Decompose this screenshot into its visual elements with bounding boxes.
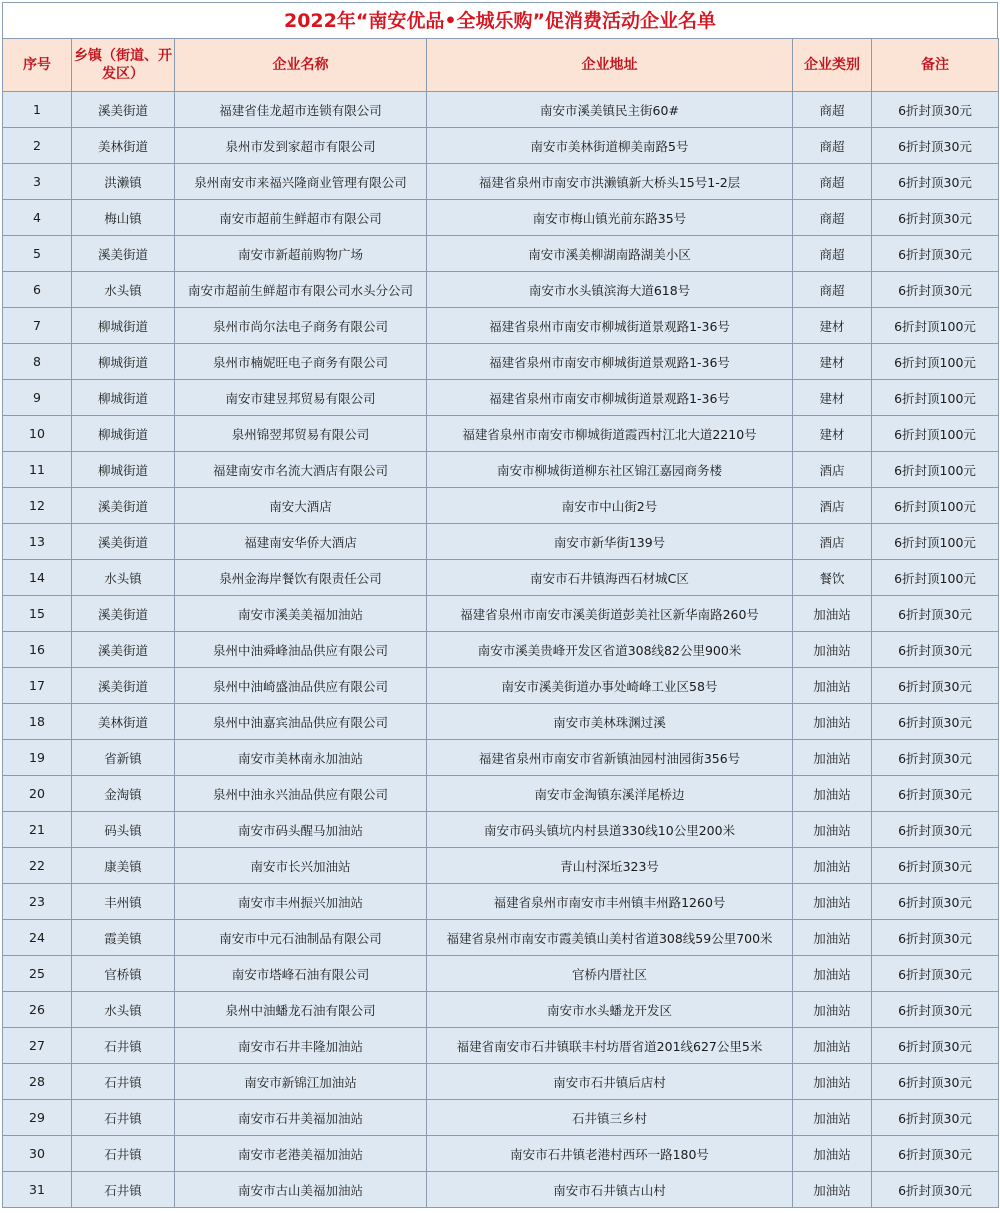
cell-index: 28 bbox=[3, 1064, 72, 1100]
cell-category: 加油站 bbox=[793, 1100, 872, 1136]
cell-company: 南安市超前生鲜超市有限公司水头分公司 bbox=[175, 272, 427, 308]
cell-address: 福建省南安市石井镇联丰村坊厝省道201线627公里5米 bbox=[427, 1028, 793, 1064]
cell-index: 23 bbox=[3, 884, 72, 920]
cell-index: 11 bbox=[3, 452, 72, 488]
cell-address: 南安市中山街2号 bbox=[427, 488, 793, 524]
cell-company: 南安市塔峰石油有限公司 bbox=[175, 956, 427, 992]
cell-index: 30 bbox=[3, 1136, 72, 1172]
cell-address: 福建省泉州市南安市柳城街道景观路1-36号 bbox=[427, 308, 793, 344]
cell-town: 柳城街道 bbox=[72, 452, 175, 488]
table-row bbox=[3, 200, 999, 236]
cell-index: 14 bbox=[3, 560, 72, 596]
cell-category: 建材 bbox=[793, 416, 872, 452]
cell-address: 南安市石井镇老港村西环一路180号 bbox=[427, 1136, 793, 1172]
cell-company: 南安市超前生鲜超市有限公司 bbox=[175, 200, 427, 236]
header-address: 企业地址 bbox=[427, 39, 793, 92]
spreadsheet bbox=[2, 2, 998, 1208]
header-category: 企业类别 bbox=[793, 39, 872, 92]
cell-category: 加油站 bbox=[793, 920, 872, 956]
table-body bbox=[3, 92, 999, 1208]
cell-remark: 6折封顶30元 bbox=[872, 92, 999, 128]
cell-address: 南安市溪美柳湖南路湖美小区 bbox=[427, 236, 793, 272]
cell-town: 康美镇 bbox=[72, 848, 175, 884]
cell-town: 官桥镇 bbox=[72, 956, 175, 992]
cell-town: 溪美街道 bbox=[72, 236, 175, 272]
cell-town: 溪美街道 bbox=[72, 596, 175, 632]
cell-category: 加油站 bbox=[793, 812, 872, 848]
cell-remark: 6折封顶30元 bbox=[872, 1064, 999, 1100]
enterprise-table bbox=[2, 38, 999, 1208]
cell-address: 南安市码头镇坑内村县道330线10公里200米 bbox=[427, 812, 793, 848]
cell-address: 南安市水头蟠龙开发区 bbox=[427, 992, 793, 1028]
cell-remark: 6折封顶30元 bbox=[872, 668, 999, 704]
table-row bbox=[3, 596, 999, 632]
cell-company: 泉州中油嘉宾油品供应有限公司 bbox=[175, 704, 427, 740]
cell-remark: 6折封顶30元 bbox=[872, 1172, 999, 1208]
cell-company: 泉州中油永兴油品供应有限公司 bbox=[175, 776, 427, 812]
cell-index: 26 bbox=[3, 992, 72, 1028]
sheet-title: 2022年“南安优品•全城乐购”促消费活动企业名单 bbox=[2, 2, 998, 38]
cell-index: 7 bbox=[3, 308, 72, 344]
cell-index: 8 bbox=[3, 344, 72, 380]
cell-index: 29 bbox=[3, 1100, 72, 1136]
cell-remark: 6折封顶30元 bbox=[872, 812, 999, 848]
cell-town: 石井镇 bbox=[72, 1100, 175, 1136]
cell-index: 1 bbox=[3, 92, 72, 128]
cell-address: 南安市水头镇滨海大道618号 bbox=[427, 272, 793, 308]
cell-category: 加油站 bbox=[793, 848, 872, 884]
cell-town: 柳城街道 bbox=[72, 344, 175, 380]
cell-address: 福建省泉州市南安市洪濑镇新大桥头15号1-2层 bbox=[427, 164, 793, 200]
cell-company: 南安市码头醒马加油站 bbox=[175, 812, 427, 848]
table-row bbox=[3, 416, 999, 452]
cell-town: 溪美街道 bbox=[72, 524, 175, 560]
cell-category: 酒店 bbox=[793, 452, 872, 488]
cell-town: 石井镇 bbox=[72, 1136, 175, 1172]
cell-town: 溪美街道 bbox=[72, 92, 175, 128]
cell-town: 水头镇 bbox=[72, 560, 175, 596]
cell-remark: 6折封顶100元 bbox=[872, 416, 999, 452]
cell-address: 福建省泉州市南安市省新镇油园村油园街356号 bbox=[427, 740, 793, 776]
cell-remark: 6折封顶100元 bbox=[872, 308, 999, 344]
cell-category: 商超 bbox=[793, 128, 872, 164]
cell-index: 6 bbox=[3, 272, 72, 308]
cell-remark: 6折封顶30元 bbox=[872, 1028, 999, 1064]
cell-company: 泉州市尚尔法电子商务有限公司 bbox=[175, 308, 427, 344]
cell-company: 南安市中元石油制品有限公司 bbox=[175, 920, 427, 956]
cell-category: 商超 bbox=[793, 92, 872, 128]
cell-index: 21 bbox=[3, 812, 72, 848]
cell-address: 福建省泉州市南安市柳城街道景观路1-36号 bbox=[427, 380, 793, 416]
table-row bbox=[3, 128, 999, 164]
cell-town: 柳城街道 bbox=[72, 308, 175, 344]
cell-category: 加油站 bbox=[793, 704, 872, 740]
table-row bbox=[3, 1136, 999, 1172]
cell-town: 省新镇 bbox=[72, 740, 175, 776]
cell-company: 泉州南安市来福兴隆商业管理有限公司 bbox=[175, 164, 427, 200]
cell-address: 南安市柳城街道柳东社区锦江嘉园商务楼 bbox=[427, 452, 793, 488]
table-row bbox=[3, 632, 999, 668]
cell-town: 溪美街道 bbox=[72, 668, 175, 704]
cell-index: 18 bbox=[3, 704, 72, 740]
cell-remark: 6折封顶100元 bbox=[872, 488, 999, 524]
cell-index: 25 bbox=[3, 956, 72, 992]
table-row bbox=[3, 920, 999, 956]
cell-remark: 6折封顶30元 bbox=[872, 128, 999, 164]
cell-category: 加油站 bbox=[793, 740, 872, 776]
cell-remark: 6折封顶30元 bbox=[872, 740, 999, 776]
cell-town: 石井镇 bbox=[72, 1172, 175, 1208]
cell-remark: 6折封顶100元 bbox=[872, 380, 999, 416]
cell-address: 南安市美林珠渊过溪 bbox=[427, 704, 793, 740]
table-row bbox=[3, 1100, 999, 1136]
cell-index: 20 bbox=[3, 776, 72, 812]
cell-category: 建材 bbox=[793, 344, 872, 380]
cell-category: 加油站 bbox=[793, 956, 872, 992]
table-row bbox=[3, 812, 999, 848]
cell-company: 福建南安华侨大酒店 bbox=[175, 524, 427, 560]
cell-remark: 6折封顶30元 bbox=[872, 704, 999, 740]
table-row bbox=[3, 272, 999, 308]
cell-remark: 6折封顶30元 bbox=[872, 848, 999, 884]
cell-town: 丰州镇 bbox=[72, 884, 175, 920]
table-row bbox=[3, 848, 999, 884]
cell-address: 福建省泉州市南安市柳城街道景观路1-36号 bbox=[427, 344, 793, 380]
cell-address: 南安市溪美贵峰开发区省道308线82公里900米 bbox=[427, 632, 793, 668]
cell-category: 商超 bbox=[793, 236, 872, 272]
table-row bbox=[3, 1028, 999, 1064]
cell-town: 溪美街道 bbox=[72, 488, 175, 524]
cell-remark: 6折封顶100元 bbox=[872, 524, 999, 560]
cell-company: 南安市石井美福加油站 bbox=[175, 1100, 427, 1136]
cell-category: 建材 bbox=[793, 308, 872, 344]
cell-remark: 6折封顶30元 bbox=[872, 1100, 999, 1136]
cell-index: 16 bbox=[3, 632, 72, 668]
cell-town: 石井镇 bbox=[72, 1064, 175, 1100]
cell-company: 南安大酒店 bbox=[175, 488, 427, 524]
table-row bbox=[3, 524, 999, 560]
cell-address: 南安市石井镇海西石材城C区 bbox=[427, 560, 793, 596]
cell-category: 商超 bbox=[793, 200, 872, 236]
cell-town: 水头镇 bbox=[72, 992, 175, 1028]
table-row bbox=[3, 956, 999, 992]
table-row bbox=[3, 704, 999, 740]
cell-remark: 6折封顶30元 bbox=[872, 776, 999, 812]
cell-address: 南安市梅山镇光前东路35号 bbox=[427, 200, 793, 236]
cell-address: 福建省泉州市南安市溪美街道彭美社区新华南路260号 bbox=[427, 596, 793, 632]
cell-company: 南安市美林南永加油站 bbox=[175, 740, 427, 776]
cell-index: 22 bbox=[3, 848, 72, 884]
table-row bbox=[3, 560, 999, 596]
cell-remark: 6折封顶100元 bbox=[872, 560, 999, 596]
cell-remark: 6折封顶30元 bbox=[872, 236, 999, 272]
cell-remark: 6折封顶30元 bbox=[872, 884, 999, 920]
cell-index: 31 bbox=[3, 1172, 72, 1208]
cell-index: 27 bbox=[3, 1028, 72, 1064]
cell-remark: 6折封顶30元 bbox=[872, 164, 999, 200]
header-row bbox=[3, 39, 999, 92]
cell-category: 加油站 bbox=[793, 776, 872, 812]
cell-index: 5 bbox=[3, 236, 72, 272]
cell-town: 柳城街道 bbox=[72, 416, 175, 452]
header-remark: 备注 bbox=[872, 39, 999, 92]
cell-address: 南安市石井镇后店村 bbox=[427, 1064, 793, 1100]
table-row bbox=[3, 92, 999, 128]
cell-category: 加油站 bbox=[793, 992, 872, 1028]
cell-index: 9 bbox=[3, 380, 72, 416]
cell-remark: 6折封顶30元 bbox=[872, 596, 999, 632]
cell-address: 石井镇三乡村 bbox=[427, 1100, 793, 1136]
cell-address: 南安市溪美镇民主街60# bbox=[427, 92, 793, 128]
cell-address: 南安市美林街道柳美南路5号 bbox=[427, 128, 793, 164]
cell-company: 泉州锦翌邦贸易有限公司 bbox=[175, 416, 427, 452]
cell-company: 南安市溪美美福加油站 bbox=[175, 596, 427, 632]
cell-company: 南安市丰州振兴加油站 bbox=[175, 884, 427, 920]
cell-category: 加油站 bbox=[793, 884, 872, 920]
cell-category: 建材 bbox=[793, 380, 872, 416]
cell-index: 13 bbox=[3, 524, 72, 560]
cell-category: 加油站 bbox=[793, 1136, 872, 1172]
cell-category: 加油站 bbox=[793, 1064, 872, 1100]
header-index: 序号 bbox=[3, 39, 72, 92]
cell-town: 梅山镇 bbox=[72, 200, 175, 236]
cell-company: 福建省佳龙超市连锁有限公司 bbox=[175, 92, 427, 128]
cell-town: 溪美街道 bbox=[72, 632, 175, 668]
cell-category: 加油站 bbox=[793, 596, 872, 632]
cell-category: 商超 bbox=[793, 164, 872, 200]
cell-index: 4 bbox=[3, 200, 72, 236]
table-row bbox=[3, 380, 999, 416]
cell-town: 洪濑镇 bbox=[72, 164, 175, 200]
cell-town: 水头镇 bbox=[72, 272, 175, 308]
cell-index: 2 bbox=[3, 128, 72, 164]
cell-remark: 6折封顶30元 bbox=[872, 272, 999, 308]
table-row bbox=[3, 1172, 999, 1208]
table-row bbox=[3, 884, 999, 920]
cell-category: 酒店 bbox=[793, 524, 872, 560]
cell-town: 码头镇 bbox=[72, 812, 175, 848]
cell-company: 南安市建昱邦贸易有限公司 bbox=[175, 380, 427, 416]
cell-remark: 6折封顶30元 bbox=[872, 200, 999, 236]
cell-company: 泉州中油舜峰油品供应有限公司 bbox=[175, 632, 427, 668]
cell-company: 泉州市楠妮旺电子商务有限公司 bbox=[175, 344, 427, 380]
cell-category: 酒店 bbox=[793, 488, 872, 524]
cell-company: 泉州金海岸餐饮有限责任公司 bbox=[175, 560, 427, 596]
table-row bbox=[3, 776, 999, 812]
cell-town: 美林街道 bbox=[72, 704, 175, 740]
cell-company: 南安市新锦江加油站 bbox=[175, 1064, 427, 1100]
cell-index: 19 bbox=[3, 740, 72, 776]
cell-remark: 6折封顶30元 bbox=[872, 632, 999, 668]
cell-index: 12 bbox=[3, 488, 72, 524]
cell-category: 餐饮 bbox=[793, 560, 872, 596]
cell-index: 17 bbox=[3, 668, 72, 704]
cell-category: 加油站 bbox=[793, 668, 872, 704]
cell-remark: 6折封顶30元 bbox=[872, 992, 999, 1028]
table-row bbox=[3, 992, 999, 1028]
table-row bbox=[3, 452, 999, 488]
cell-company: 福建南安市名流大酒店有限公司 bbox=[175, 452, 427, 488]
table-row bbox=[3, 164, 999, 200]
cell-index: 24 bbox=[3, 920, 72, 956]
cell-remark: 6折封顶30元 bbox=[872, 1136, 999, 1172]
cell-company: 南安市石井丰隆加油站 bbox=[175, 1028, 427, 1064]
cell-category: 加油站 bbox=[793, 632, 872, 668]
cell-address: 福建省泉州市南安市丰州镇丰州路1260号 bbox=[427, 884, 793, 920]
cell-category: 加油站 bbox=[793, 1172, 872, 1208]
cell-town: 金淘镇 bbox=[72, 776, 175, 812]
cell-address: 官桥内厝社区 bbox=[427, 956, 793, 992]
cell-address: 福建省泉州市南安市柳城街道霞西村江北大道2210号 bbox=[427, 416, 793, 452]
cell-address: 青山村深坵323号 bbox=[427, 848, 793, 884]
cell-town: 霞美镇 bbox=[72, 920, 175, 956]
table-row bbox=[3, 308, 999, 344]
cell-town: 柳城街道 bbox=[72, 380, 175, 416]
cell-company: 南安市长兴加油站 bbox=[175, 848, 427, 884]
table-row bbox=[3, 236, 999, 272]
cell-company: 泉州中油崎盛油品供应有限公司 bbox=[175, 668, 427, 704]
cell-town: 石井镇 bbox=[72, 1028, 175, 1064]
cell-company: 南安市老港美福加油站 bbox=[175, 1136, 427, 1172]
cell-index: 10 bbox=[3, 416, 72, 452]
table-row bbox=[3, 1064, 999, 1100]
cell-category: 加油站 bbox=[793, 1028, 872, 1064]
cell-address: 南安市新华街139号 bbox=[427, 524, 793, 560]
table-row bbox=[3, 740, 999, 776]
cell-company: 泉州市发到家超市有限公司 bbox=[175, 128, 427, 164]
table-row bbox=[3, 488, 999, 524]
cell-remark: 6折封顶100元 bbox=[872, 344, 999, 380]
table-row bbox=[3, 344, 999, 380]
cell-town: 美林街道 bbox=[72, 128, 175, 164]
cell-index: 15 bbox=[3, 596, 72, 632]
cell-company: 南安市古山美福加油站 bbox=[175, 1172, 427, 1208]
cell-address: 福建省泉州市南安市霞美镇山美村省道308线59公里700米 bbox=[427, 920, 793, 956]
header-town: 乡镇（街道、开发区） bbox=[72, 39, 175, 92]
table-row bbox=[3, 668, 999, 704]
cell-remark: 6折封顶100元 bbox=[872, 452, 999, 488]
cell-remark: 6折封顶30元 bbox=[872, 956, 999, 992]
cell-address: 南安市石井镇古山村 bbox=[427, 1172, 793, 1208]
cell-address: 南安市溪美街道办事处崎峰工业区58号 bbox=[427, 668, 793, 704]
cell-remark: 6折封顶30元 bbox=[872, 920, 999, 956]
cell-address: 南安市金淘镇东溪洋尾桥边 bbox=[427, 776, 793, 812]
cell-company: 泉州中油蟠龙石油有限公司 bbox=[175, 992, 427, 1028]
cell-index: 3 bbox=[3, 164, 72, 200]
cell-company: 南安市新超前购物广场 bbox=[175, 236, 427, 272]
cell-category: 商超 bbox=[793, 272, 872, 308]
header-company: 企业名称 bbox=[175, 39, 427, 92]
